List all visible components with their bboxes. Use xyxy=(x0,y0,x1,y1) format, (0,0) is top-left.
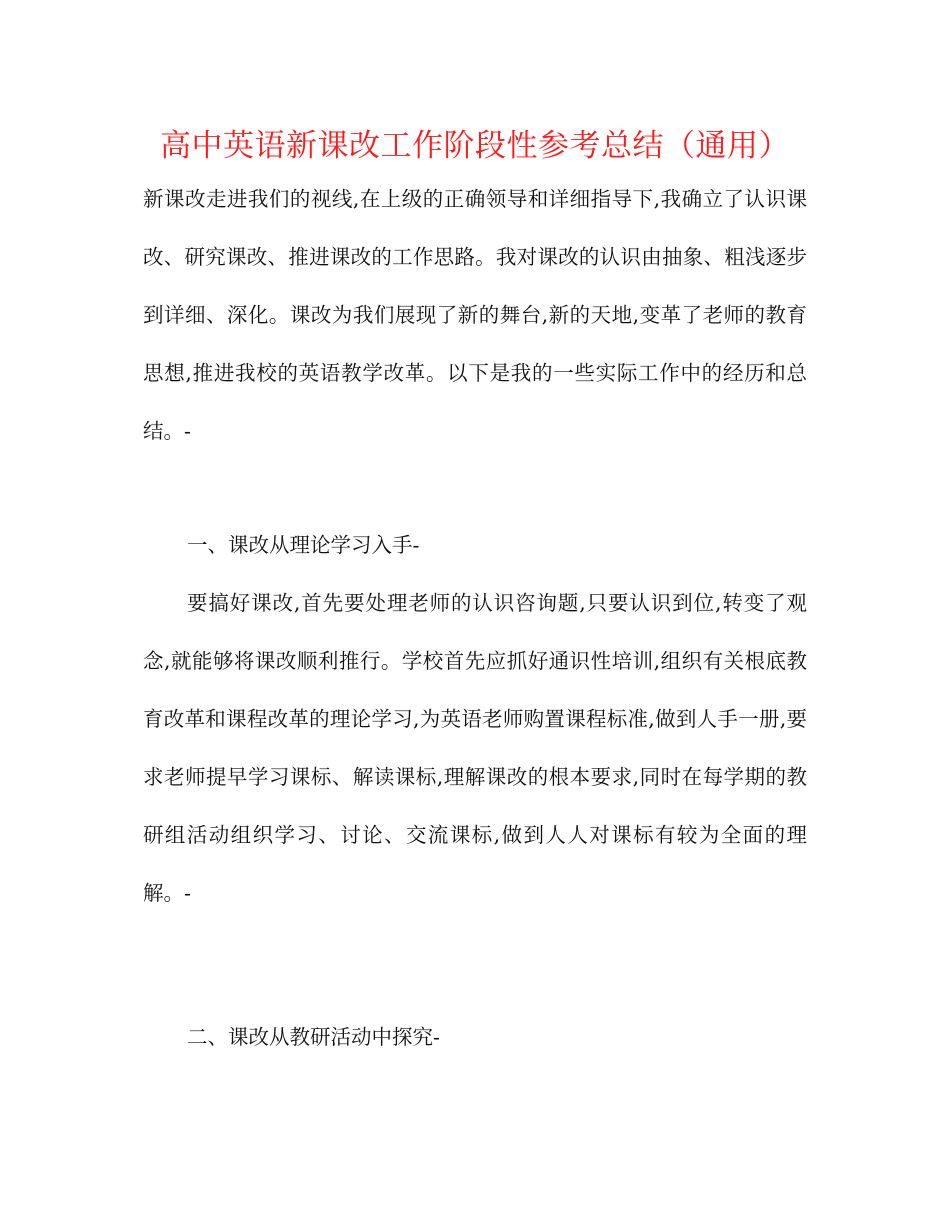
paragraph-theory-study: 要搞好课改,首先要处理老师的认识咨询题,只要认识到位,转变了观念,就能够将课改顺利推行。学校首先应抓好通识性培训,组织有关根底教育改革和课程改革的理论学习,为英语老师购置课程标准,做到人手一册,要求老师提早学习课标、解读课标,理解课改的根本要求,同时在每学期的教研组活动组织学习、讨论、交流课标,做到人人对课标有较为全面的理解。- xyxy=(143,591,807,905)
paragraph-intro: 新课改走进我们的视线,在上级的正确领导和详细指导下,我确立了认识课改、研究课改、推进课改的工作思路。我对课改的认识由抽象、粗浅逐步到详细、深化。课改为我们展现了新的舞台,新的天地,变革了老师的教育思想,推进我校的英语教学改革。以下是我的一些实际工作中的经历和总结。- xyxy=(143,187,807,443)
section-heading-1: 一、课改从理论学习入手- xyxy=(187,533,420,557)
document-title: 高中英语新课改工作阶段性参考总结（通用） xyxy=(160,128,790,164)
section-heading-2: 二、课改从教研活动中探究- xyxy=(187,1025,440,1049)
